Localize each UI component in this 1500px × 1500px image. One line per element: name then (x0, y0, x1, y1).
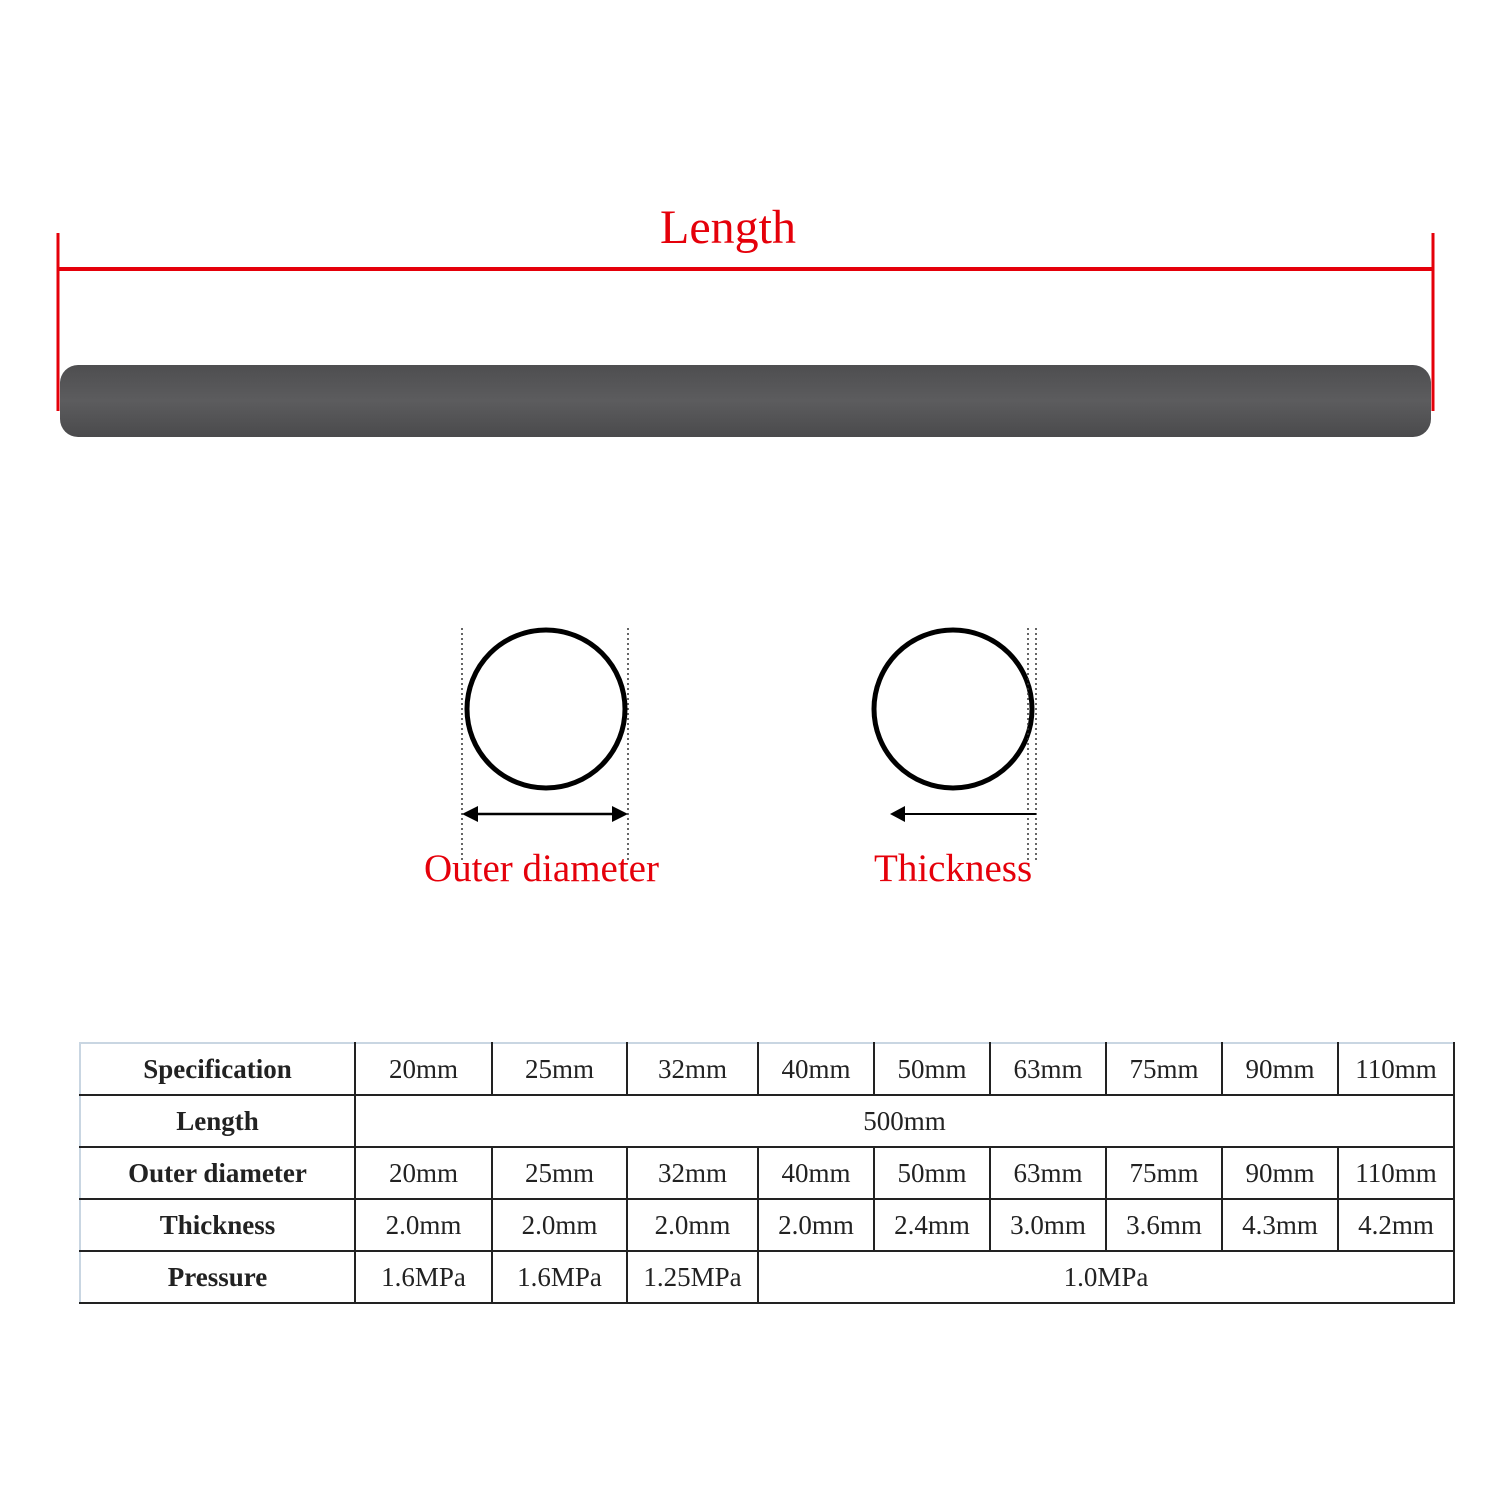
row-header: Outer diameter (80, 1147, 355, 1199)
table-cell: 2.0mm (758, 1199, 874, 1251)
table-cell: 90mm (1222, 1043, 1338, 1095)
table-cell: 1.6MPa (355, 1251, 492, 1303)
table-row-specification (80, 1043, 1454, 1095)
table-cell: 32mm (627, 1147, 758, 1199)
table-cell: 32mm (627, 1043, 758, 1095)
pipe-image (60, 365, 1431, 437)
table-cell: 110mm (1338, 1147, 1454, 1199)
table-cell: 1.6MPa (492, 1251, 627, 1303)
table-cell: 50mm (874, 1043, 990, 1095)
table-cell: 2.0mm (492, 1199, 627, 1251)
thickness-diagram (874, 628, 1036, 860)
table-cell: 25mm (492, 1043, 627, 1095)
table-cell: 25mm (492, 1147, 627, 1199)
table-cell: 40mm (758, 1147, 874, 1199)
table-row-pressure (80, 1251, 1454, 1303)
outer-diameter-diagram (462, 628, 628, 860)
table-cell: 3.6mm (1106, 1199, 1222, 1251)
table-cell: 75mm (1106, 1147, 1222, 1199)
table-cell: 63mm (990, 1147, 1106, 1199)
table-cell: 90mm (1222, 1147, 1338, 1199)
row-header: Length (80, 1095, 355, 1147)
length-label: Length (660, 201, 796, 254)
table-cell: 2.0mm (627, 1199, 758, 1251)
table-cell: 1.25MPa (627, 1251, 758, 1303)
table-cell: 50mm (874, 1147, 990, 1199)
table-cell: 110mm (1338, 1043, 1454, 1095)
table-cell: 3.0mm (990, 1199, 1106, 1251)
row-header: Thickness (80, 1199, 355, 1251)
row-header: Specification (80, 1043, 355, 1095)
table-cell: 40mm (758, 1043, 874, 1095)
row-header: Pressure (80, 1251, 355, 1303)
spec-table (79, 1042, 1455, 1304)
table-cell: 4.2mm (1338, 1199, 1454, 1251)
table-cell: 2.0mm (355, 1199, 492, 1251)
table-cell: 2.4mm (874, 1199, 990, 1251)
table-cell: 1.0MPa (758, 1251, 1454, 1303)
table-cell: 500mm (355, 1095, 1454, 1147)
outer-diameter-label: Outer diameter (424, 847, 659, 890)
table-cell: 20mm (355, 1043, 492, 1095)
table-cell: 75mm (1106, 1043, 1222, 1095)
thickness-label: Thickness (874, 847, 1033, 890)
table-row-outer-diameter (80, 1147, 1454, 1199)
table-cell: 4.3mm (1222, 1199, 1338, 1251)
table-row-thickness (80, 1199, 1454, 1251)
table-cell: 63mm (990, 1043, 1106, 1095)
table-cell: 20mm (355, 1147, 492, 1199)
table-row-length (80, 1095, 1454, 1147)
